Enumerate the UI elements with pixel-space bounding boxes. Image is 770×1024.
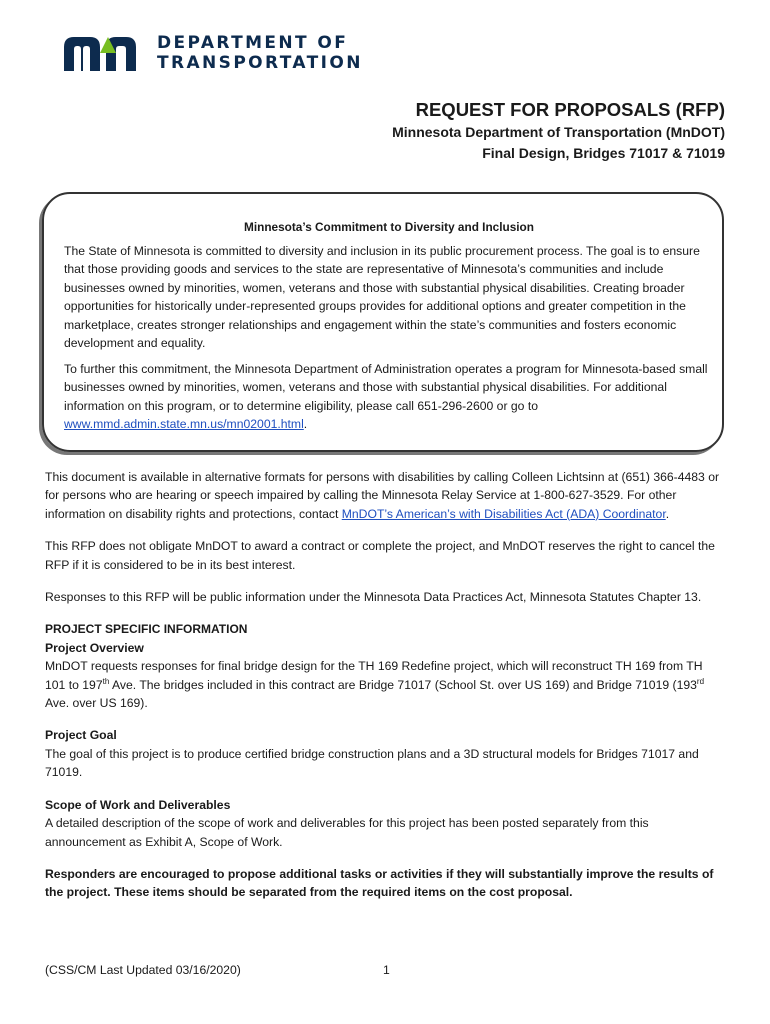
goal-paragraph: The goal of this project is to produce certified bridge construction plans and a 3D structural models for Bridges 71017 and 71019.	[45, 746, 699, 780]
page-footer	[45, 963, 725, 977]
project-info-heading: PROJECT SPECIFIC INFORMATION	[45, 622, 248, 637]
overview-heading: Project Overview	[45, 640, 144, 655]
alt-formats-paragraph	[45, 468, 725, 523]
logo-wordmark	[157, 33, 363, 73]
encourage-paragraph: Responders are encouraged to propose additional tasks or activities if they will substantially improve the results of the project. These items should be separated from the required items on the cost proposal.	[45, 866, 714, 900]
diversity-paragraph-2-text: To further this commitment, the Minnesota Department of Administration operates a program for Minnesota-based small businesses owned by minorities, women, veterans and those with substantial physical disabilities. For additional information on this program, or to determine eligibility, please call 651-296-2600 or go to	[64, 361, 708, 413]
body-text	[45, 468, 725, 916]
scope-paragraph: A detailed description of the scope of work and deliverables for this project has been posted separately from this announcement as Exhibit A, Scope of Work.	[45, 816, 649, 849]
page-number: 1	[383, 963, 390, 977]
diversity-paragraph-2-end: .	[303, 417, 308, 431]
agency-name: Minnesota Department of Transportation (MnDOT)	[392, 124, 725, 140]
project-name: Final Design, Bridges 71017 & 71019	[482, 145, 725, 161]
goal-heading: Project Goal	[45, 728, 117, 743]
document-title: REQUEST FOR PROPOSALS (RFP)	[415, 99, 725, 120]
title-block	[392, 98, 725, 164]
diversity-paragraph-1: The State of Minnesota is committed to diversity and inclusion in its public procurement process. The goal is to ensure that those providing goods and services to the state are representative of Minnesota’s communities and include businesses owned by minorities, women, veterans and those with substantial physical disabilities. Creating broader opportunities for historically under-represented groups provides for additional options and greater competition in the marketplace, creates stronger relationships and engagement within the state’s communities and fosters economic development and equality.	[64, 243, 700, 350]
alt-formats-end: .	[665, 506, 670, 521]
obligation-paragraph: This RFP does not obligate MnDOT to award a contract or complete the project, and MnDOT reserves the right to cancel the RFP if it is considered to be in its best interest.	[45, 539, 715, 572]
alt-formats-text: This document is available in alternative formats for persons with disabilities by calling Colleen Lichtsinn at (651) 366-4483 or for persons who are hearing or speech impaired by calling the Minnesota Relay Service at 1-800-627-3529. For other information on disability rights and protections, contact	[45, 470, 720, 521]
diversity-box	[42, 192, 724, 452]
scope-heading: Scope of Work and Deliverables	[45, 797, 231, 812]
overview-text-c: Ave. over US 169).	[45, 696, 148, 711]
overview-sup-2: rd	[696, 676, 705, 686]
overview-paragraph	[45, 657, 725, 712]
logo-line-2: TRANSPORTATION	[157, 53, 363, 73]
overview-sup-1: th	[102, 676, 110, 686]
diversity-box-content	[64, 218, 714, 441]
mn-logo-icon	[62, 33, 152, 73]
mmd-link[interactable]: www.mmd.admin.state.mn.us/mn02001.html	[64, 417, 304, 431]
last-updated: (CSS/CM Last Updated 03/16/2020)	[45, 963, 241, 977]
logo-line-1: DEPARTMENT OF	[157, 33, 349, 53]
diversity-heading: Minnesota’s Commitment to Diversity and Inclusion	[244, 220, 534, 234]
diversity-paragraph-2	[64, 360, 714, 434]
public-info-paragraph: Responses to this RFP will be public information under the Minnesota Data Practices Act, Minnesota Statutes Chapter 13.	[45, 590, 702, 605]
mndot-logo	[62, 33, 362, 73]
overview-text-b: Ave. The bridges included in this contract are Bridge 71017 (School St. over US 169) and Bridge 71019 (193	[109, 677, 697, 692]
overview-text-a: MnDOT requests responses for final bridge design for the TH 169 Redefine project, which will reconstruct TH 169 from TH 101 to 197	[45, 659, 703, 692]
ada-coordinator-link[interactable]: MnDOT’s American’s with Disabilities Act (ADA) Coordinator	[341, 506, 666, 521]
